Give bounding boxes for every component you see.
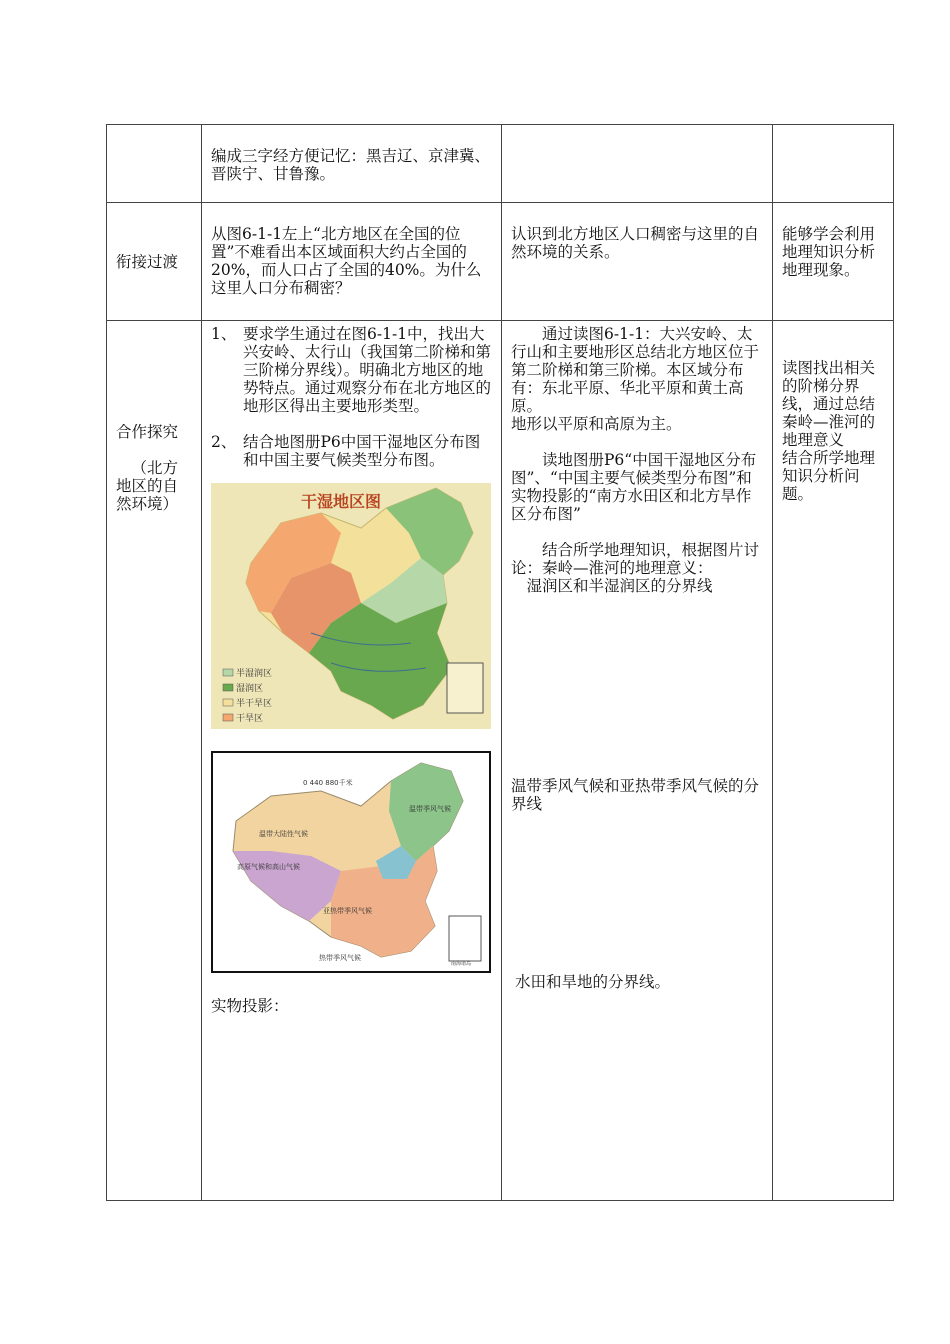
map-label: 南海诸岛 xyxy=(451,961,472,967)
student-text: 湿润区和半湿润区的分界线 xyxy=(526,577,713,595)
intent-text: 能够学会利用地理知识分析地理现象。 xyxy=(782,225,876,279)
dry-wet-map-image xyxy=(211,483,491,729)
intent-text: 读图找出相关的阶梯分界线，通过总结秦岭—淮河的地理意义 xyxy=(782,359,876,449)
climate-map xyxy=(211,751,493,977)
student-cell xyxy=(502,203,773,321)
climate-map-image xyxy=(211,751,491,973)
student-text: 认识到北方地区人口稠密与这里的自然环境的关系。 xyxy=(511,225,760,261)
student-text: 通过读图6-1-1：大兴安岭、太行山和主要地形区总结北方地区位于第二阶梯和第三阶梯。本区域分布有：东北平原、华北平原和黄土高原。 xyxy=(511,325,760,415)
dry-wet-map xyxy=(211,483,493,733)
stage-cell xyxy=(107,203,202,321)
teacher-text: 编成三字经方便记忆：黑吉辽、京津冀、晋陕宁、甘鲁豫。 xyxy=(211,147,491,183)
intent-cell xyxy=(773,321,894,1201)
stage-sublabel: （北方地区的自然环境） xyxy=(116,459,179,513)
student-text: 结合所学地理知识，根据图片讨论：秦岭—淮河的地理意义： xyxy=(511,541,760,577)
student-text: 读地图册P6“中国干湿地区分布图”、“中国主要气候类型分布图”和实物投影的“南方水田区和北方旱作区分布图” xyxy=(511,451,757,523)
student-cell xyxy=(502,321,773,1201)
legend-label: 半干旱区 xyxy=(236,699,273,709)
stage-label: 合作探究 xyxy=(116,423,179,441)
projection-label: 实物投影： xyxy=(211,997,289,1015)
intent-cell xyxy=(773,125,894,203)
intent-text: 结合所学地理知识分析问题。 xyxy=(782,449,876,503)
map-label: 高原气候和高山气候 xyxy=(237,863,300,871)
stage-cell xyxy=(107,321,202,1201)
map-label: 温带大陆性气候 xyxy=(259,830,308,838)
teacher-cell xyxy=(202,321,502,1201)
stage-cell xyxy=(107,125,202,203)
step-list xyxy=(211,325,493,469)
map-label: 亚热带季风气候 xyxy=(323,907,372,915)
student-text: 地形以平原和高原为主。 xyxy=(511,415,682,433)
map-label: 热带季风气候 xyxy=(319,954,361,962)
stage-label: 衔接过渡 xyxy=(116,252,179,271)
teacher-text: 从图6-1-1左上“北方地区在全国的位置”不难看出本区域面积大约占全国的20%，而人口占了全国的40%。为什么这里人口分布稠密？ xyxy=(211,225,482,297)
teacher-cell xyxy=(202,203,502,321)
list-item: 2、 结合地图册P6中国干湿地区分布图和中国主要气候类型分布图。 xyxy=(211,433,481,469)
table-row xyxy=(107,321,894,1201)
legend-label: 湿润区 xyxy=(236,684,264,694)
student-cell xyxy=(502,125,773,203)
teacher-cell xyxy=(202,125,502,203)
legend-label: 干旱区 xyxy=(236,714,264,724)
map-label: 温带季风气候 xyxy=(409,805,451,813)
lesson-plan-table xyxy=(106,124,894,1201)
legend-label: 半湿润区 xyxy=(236,669,273,679)
map-title: 干湿地区图 xyxy=(301,492,382,511)
student-text: 水田和旱地的分界线。 xyxy=(515,973,671,991)
table-row xyxy=(107,125,894,203)
intent-cell xyxy=(773,203,894,321)
table-row xyxy=(107,203,894,321)
map-scale: 0 440 880千米 xyxy=(303,779,353,787)
list-item: 1、 要求学生通过在图6-1-1中，找出大兴安岭、太行山（我国第二阶梯和第三阶梯分界线）。明确北方地区的地势特点。通过观察分布在北方地区的地形区得出主要地形类型。 xyxy=(211,325,492,415)
student-text: 温带季风气候和亚热带季风气候的分界线 xyxy=(511,777,760,813)
